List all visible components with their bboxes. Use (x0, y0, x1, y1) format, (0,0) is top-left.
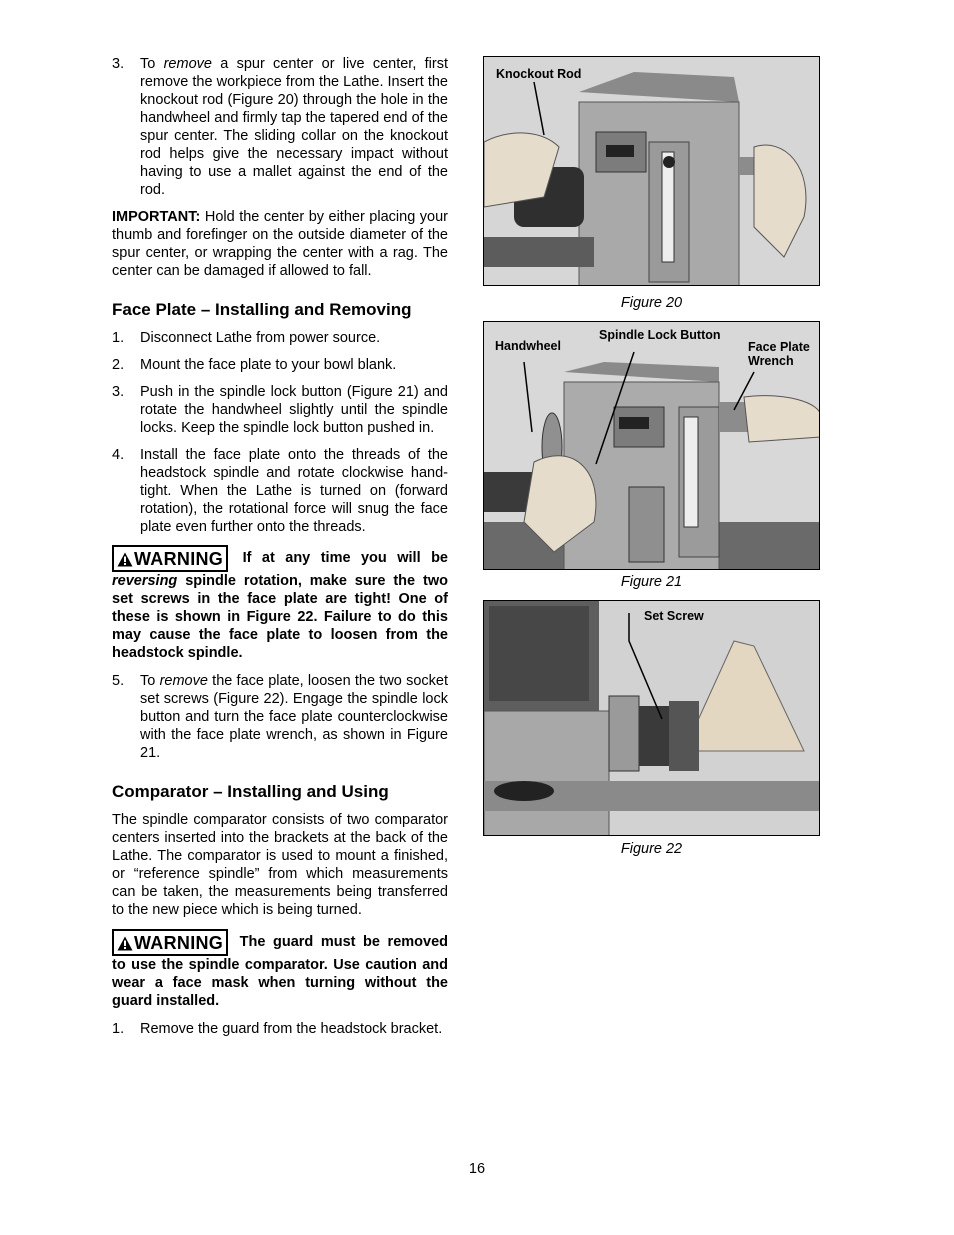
comparator-step-1 (112, 1020, 448, 1038)
face-plate-step-4 (112, 446, 448, 536)
step-number: 2. (112, 357, 125, 373)
left-column (112, 55, 448, 1038)
figure-20-image (483, 56, 820, 286)
warning-badge (112, 929, 228, 956)
figure-22-image (483, 600, 820, 836)
section-heading-comparator: Comparator – Installing and Using (112, 782, 389, 801)
step-text-post: a spur center or live center, first remove the workpiece from the Lathe. Insert the knockout rod (Figure 20) through the hole in the handwheel and firmly tap the tapered end of the spur center. The sliding collar on the knockout rod helps give the necessary impact without having to use a mallet against the end of the rod. (140, 56, 448, 198)
face-plate-step-1 (112, 329, 448, 347)
label-spindle-lock-button: Spindle Lock Button (599, 328, 721, 342)
step-number: 3. (112, 384, 125, 400)
step-text: Push in the spindle lock button (Figure 21) and rotate the handwheel slightly until the spindle locks. Keep the spindle lock button pushed in. (140, 384, 448, 436)
section-heading-face-plate: Face Plate – Installing and Removing (112, 300, 412, 319)
figure-21-image (483, 321, 820, 570)
step-text: Install the face plate onto the threads of the headstock spindle and rotate clockwise hand-tight. When the Lathe is turned on (forward rotation), the rotational force will snug the face plate even further onto the threads. (140, 447, 448, 535)
step-number: 1. (112, 1021, 125, 1037)
lathe-set-screw-photo (484, 601, 820, 836)
warning-reversing (112, 545, 448, 662)
warning-guard (112, 929, 448, 1010)
warning-badge-label: WARNING (134, 549, 224, 569)
warning-triangle-icon (117, 552, 133, 567)
important-note (112, 208, 448, 280)
step-text-emphasis: remove (159, 673, 208, 689)
step-text: Remove the guard from the headstock bracket. (140, 1021, 443, 1037)
step-number: 3. (112, 56, 125, 72)
step-text: Mount the face plate to your bowl blank. (140, 357, 397, 373)
warning-triangle-icon (117, 936, 133, 951)
step-number: 5. (112, 673, 125, 689)
warning-text-emphasis: reversing (112, 573, 178, 589)
lathe-knockout-photo (484, 57, 820, 286)
step-text: Disconnect Lathe from power source. (140, 330, 381, 346)
warning-text: The guard must be removed to use the spindle comparator. Use caution and wear a face mask when turning without the guard installed. (112, 934, 448, 1009)
comparator-description: The spindle comparator consists of two comparator centers inserted into the brackets at the back of the Lathe. The comparator is used to mount a finished, or “reference spindle” from which measurements can be taken, the measurements being transferred to the new piece which is being turned. (112, 812, 448, 918)
step-text-pre: To (140, 673, 160, 689)
label-knockout-rod: Knockout Rod (496, 67, 582, 81)
warning-text-pre: If at any time you will be (232, 550, 448, 566)
step-text-pre: To (140, 56, 164, 72)
step-text-post: the face plate, loosen the two socket set screws (Figure 22). Engage the spindle lock button and turn the face plate counterclockwise with the face plate wrench, as shown in Figure 21. (140, 673, 449, 761)
step-number: 1. (112, 330, 125, 346)
warning-text-post: spindle rotation, make sure the two set screws in the face plate are tight! One of these is shown in Figure 22. Failure to do this may cause the face plate to loosen from the headstock spindle. (112, 573, 448, 661)
label-set-screw: Set Screw (644, 609, 704, 623)
step-text-emphasis: remove (163, 56, 212, 72)
step-number: 4. (112, 447, 125, 463)
step-remove-center (112, 55, 448, 199)
face-plate-step-3 (112, 383, 448, 437)
label-handwheel: Handwheel (495, 339, 561, 353)
page-number: 16 (468, 1161, 486, 1177)
warning-badge (112, 545, 228, 572)
warning-badge-label: WARNING (134, 933, 224, 953)
figure-20-caption: Figure 20 (620, 295, 683, 311)
label-face-plate-wrench-line2: Wrench (748, 354, 794, 368)
label-face-plate-wrench-line1: Face Plate (748, 340, 810, 354)
face-plate-step-5 (112, 672, 448, 762)
important-label: IMPORTANT: (112, 209, 201, 225)
important-text: Hold the center by either placing your thumb and forefinger on the outside diameter of the spur center, or wrapping the center with a rag. The center can be damaged if allowed to fall. (112, 209, 448, 279)
face-plate-step-2 (112, 356, 448, 374)
figure-22-caption: Figure 22 (620, 841, 683, 857)
figure-21-caption: Figure 21 (620, 574, 683, 590)
